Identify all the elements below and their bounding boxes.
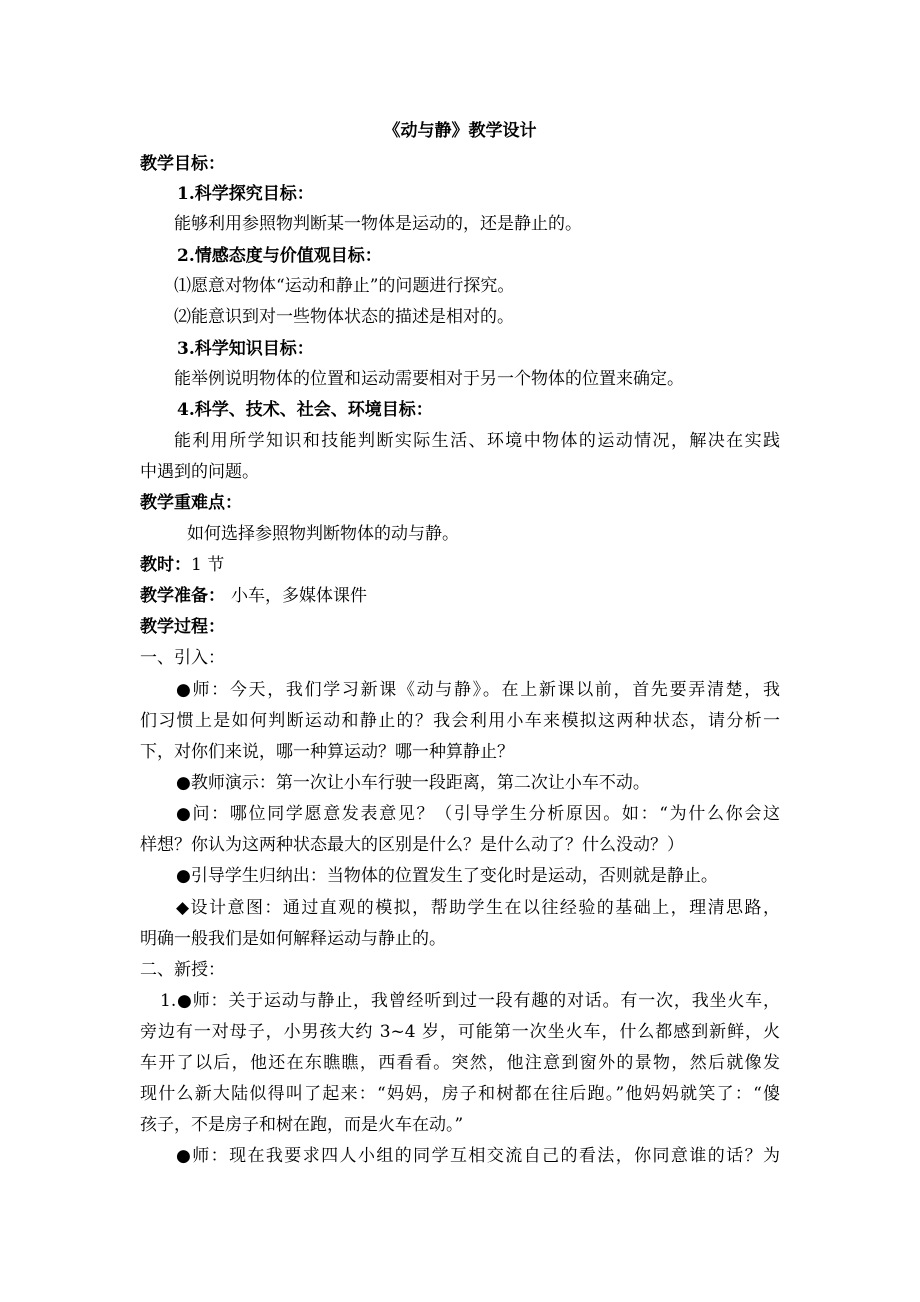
- objective-4-text-line-1: 能利用所学知识和技能判断实际生活、环境中物体的运动情况，解决在实践: [174, 431, 780, 451]
- objective-2-item-2: ⑵能意识到对一些物体状态的描述是相对的。: [174, 307, 514, 327]
- para-6-line-4: 现什么新大陆似得叫了起来：“妈妈，房子和树都在往后跑。”他妈妈就笑了：“傻: [140, 1084, 780, 1104]
- section-1-heading: 一、引入：: [140, 648, 225, 668]
- para-1-line-2: 们习惯上是如何判断运动和静止的？我会利用小车来模拟这两种状态，请分析一: [140, 711, 780, 731]
- para-7-line-1: ●师：现在我要求四人小组的同学互相交流自己的看法，你同意谁的话？为: [176, 1146, 780, 1166]
- preparation-label: 教学准备：: [140, 586, 225, 606]
- para-1-line-1: ●师：今天，我们学习新课《动与静》。在上新课以前，首先要弄清楚，我: [176, 680, 780, 700]
- para-5-line-1: ◆设计意图：通过直观的模拟，帮助学生在以往经验的基础上，理清思路，: [176, 898, 780, 918]
- objective-2-item-1: ⑴愿意对物体“运动和静止”的问题进行探究。: [174, 276, 515, 296]
- objective-3-text: 能举例说明物体的位置和运动需要相对于另一个物体的位置来确定。: [174, 369, 684, 389]
- para-5-line-2: 明确一般我们是如何解释运动与静止的。: [140, 929, 446, 949]
- preparation-value: 小车，多媒体课件: [231, 586, 367, 606]
- objective-1-heading: 1.科学探究目标：: [177, 184, 314, 204]
- objectives-heading: 教学目标：: [140, 154, 225, 174]
- para-4: ●引导学生归纳出：当物体的位置发生了变化时是运动，否则就是静止。: [176, 866, 718, 886]
- preparation-row: [140, 585, 367, 607]
- objective-3-heading: 3.科学知识目标：: [177, 339, 314, 359]
- para-6-line-3: 车开了以后，他还在东瞧瞧，西看看。突然，他注意到窗外的景物，然后就像发: [140, 1053, 780, 1073]
- key-points-heading: 教学重难点：: [140, 493, 242, 513]
- key-points-text: 如何选择参照物判断物体的动与静。: [187, 524, 459, 544]
- objective-1-text: 能够利用参照物判断某一物体是运动的，还是静止的。: [174, 214, 582, 234]
- para-3-line-2: 样想？你认为这两种状态最大的区别是什么？是什么动了？什么没动？）: [140, 835, 684, 855]
- para-3-line-1: ●问：哪位同学愿意发表意见？（引导学生分析原因。如：“为什么你会这: [176, 804, 780, 824]
- para-1-line-3: 下，对你们来说，哪一种算运动？哪一种算静止？: [140, 742, 514, 762]
- objective-4-text-line-2: 中遇到的问题。: [140, 462, 259, 482]
- objective-2-heading: 2.情感态度与价值观目标：: [177, 246, 382, 266]
- document-title: 《动与静》教学设计: [383, 121, 537, 141]
- para-2: ●教师演示：第一次让小车行驶一段距离，第二次让小车不动。: [176, 773, 650, 793]
- duration-value: 1 节: [191, 555, 225, 575]
- section-2-heading: 二、新授：: [140, 960, 225, 980]
- process-heading: 教学过程：: [140, 617, 225, 637]
- duration-row: [140, 554, 224, 576]
- para-6-line-1: 1.●师：关于运动与静止，我曾经听到过一段有趣的对话。有一次，我坐火车，: [160, 991, 780, 1011]
- objective-4-heading: 4.科学、技术、社会、环境目标：: [177, 400, 433, 420]
- para-6-line-5: 孩子，不是房子和树在跑，而是火车在动。”: [140, 1115, 464, 1135]
- duration-label: 教时：: [140, 555, 191, 575]
- para-6-line-2: 旁边有一对母子，小男孩大约 3~4 岁，可能第一次坐火车，什么都感到新鲜，火: [140, 1022, 780, 1042]
